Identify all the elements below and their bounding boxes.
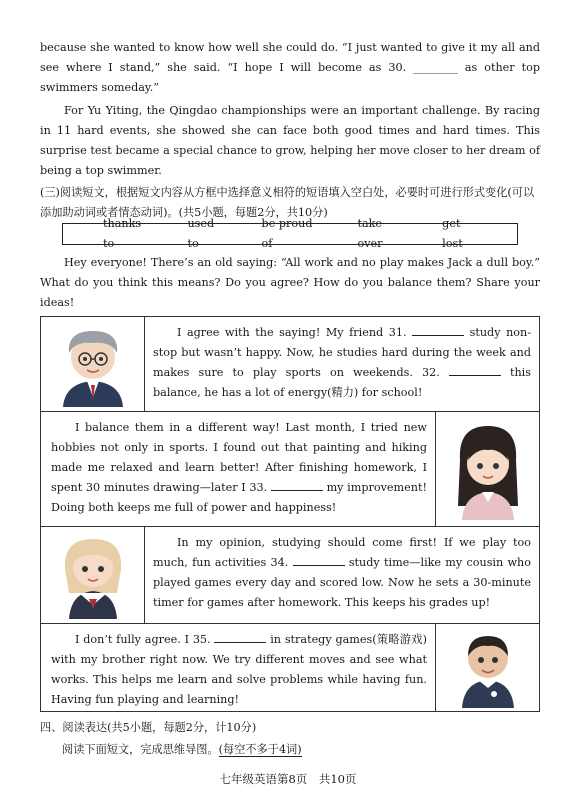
- word-bank-option: used to: [187, 217, 215, 250]
- section-four-title: 四、阅读表达(共5小题，每题2分，计10分): [40, 721, 257, 734]
- passage-ending-paragraph: because she wanted to know how well she could do. “I just wanted to give it my all and see where I stand,” she said. “I hope I will become as 30. ________ as other top swimmers someday.”: [40, 41, 540, 94]
- section-three-instruction: (三)阅读短文，根据短文内容从方框中选择意义相符的短语填入空白处，必要时可进行形式变化(可以添加助动词或者情态动词)。(共5小题，每题2分，共10分): [40, 186, 535, 219]
- intro-paragraph: Hey everyone! There’s an old saying: “All work and no play makes Jack a dull boy.” What do you think this means? Do you agree? How do you balance them? Share your ideas!: [40, 256, 540, 309]
- word-bank-option: be proud of: [261, 217, 313, 250]
- speaker-row: [41, 624, 539, 711]
- answer-blank-31[interactable]: [412, 324, 464, 336]
- word-limit-note: (每空不多于4词): [218, 743, 302, 756]
- word-bank-option: thanks to: [103, 217, 142, 250]
- speaker-picture-cell: [435, 624, 539, 711]
- speaker-picture-cell: [435, 412, 539, 526]
- speaker-row: [41, 317, 539, 412]
- word-bank-option: take over: [357, 217, 383, 250]
- answer-blank-32[interactable]: [449, 364, 501, 376]
- speaker-text: I agree with the saying! My friend 31. study non-stop but wasn’t happy. Now, he studies hard during the week and makes sure to play sports on weekends. 32. this balance, he has a lot of energy(精力) for school!: [153, 326, 531, 399]
- answer-blank-34[interactable]: [293, 554, 345, 566]
- speaker-text: I don’t fully agree. I 35. in strategy games(策略游戏) with my brother right now. We try different moves and see what works. This helps me learn and solve problems while having fun. Having fun playing and learning!: [51, 633, 427, 706]
- answer-blank-33[interactable]: [271, 479, 323, 491]
- speaker-text: In my opinion, studying should come first! If we play too much, fun activities 34. study time—like my cousin who played games every day and scored low. Now he sets a 30-minute timer for games after homework. This keeps his grades up!: [153, 536, 531, 609]
- answer-blank-35[interactable]: [214, 631, 266, 643]
- boy-with-glasses-icon: [53, 323, 133, 407]
- speaker-row: [41, 527, 539, 624]
- page-footer: 七年级英语第8页 共10页: [219, 772, 357, 786]
- boy-sports-shirt-icon: [448, 628, 528, 708]
- girl-long-hair-icon: [448, 420, 528, 520]
- word-bank-option: get lost: [442, 217, 463, 250]
- word-bank-box: [62, 217, 518, 250]
- speaker-row: [41, 412, 539, 527]
- girl-sailor-uniform-icon: [53, 533, 133, 619]
- speaker-table: [40, 316, 540, 712]
- section-four-instruction: 阅读下面短文，完成思维导图。(每空不多于4词): [62, 743, 302, 756]
- speaker-picture-cell: [41, 317, 145, 411]
- speaker-picture-cell: [41, 527, 145, 623]
- yu-yiting-paragraph: For Yu Yiting, the Qingdao championships were an important challenge. By racing in 11 hard events, she showed she can face both good times and hard times. This surprise test became a special chance to grow, helping her move closer to her dream of being a top swimmer.: [40, 104, 540, 177]
- speaker-text: I balance them in a different way! Last month, I tried new hobbies not only in sports. I found out that painting and hiking made me relaxed and learn better! After finishing homework, I spent 30 minutes drawing—later I 33. my improvement! Doing both keeps me full of power and happiness!: [51, 421, 427, 514]
